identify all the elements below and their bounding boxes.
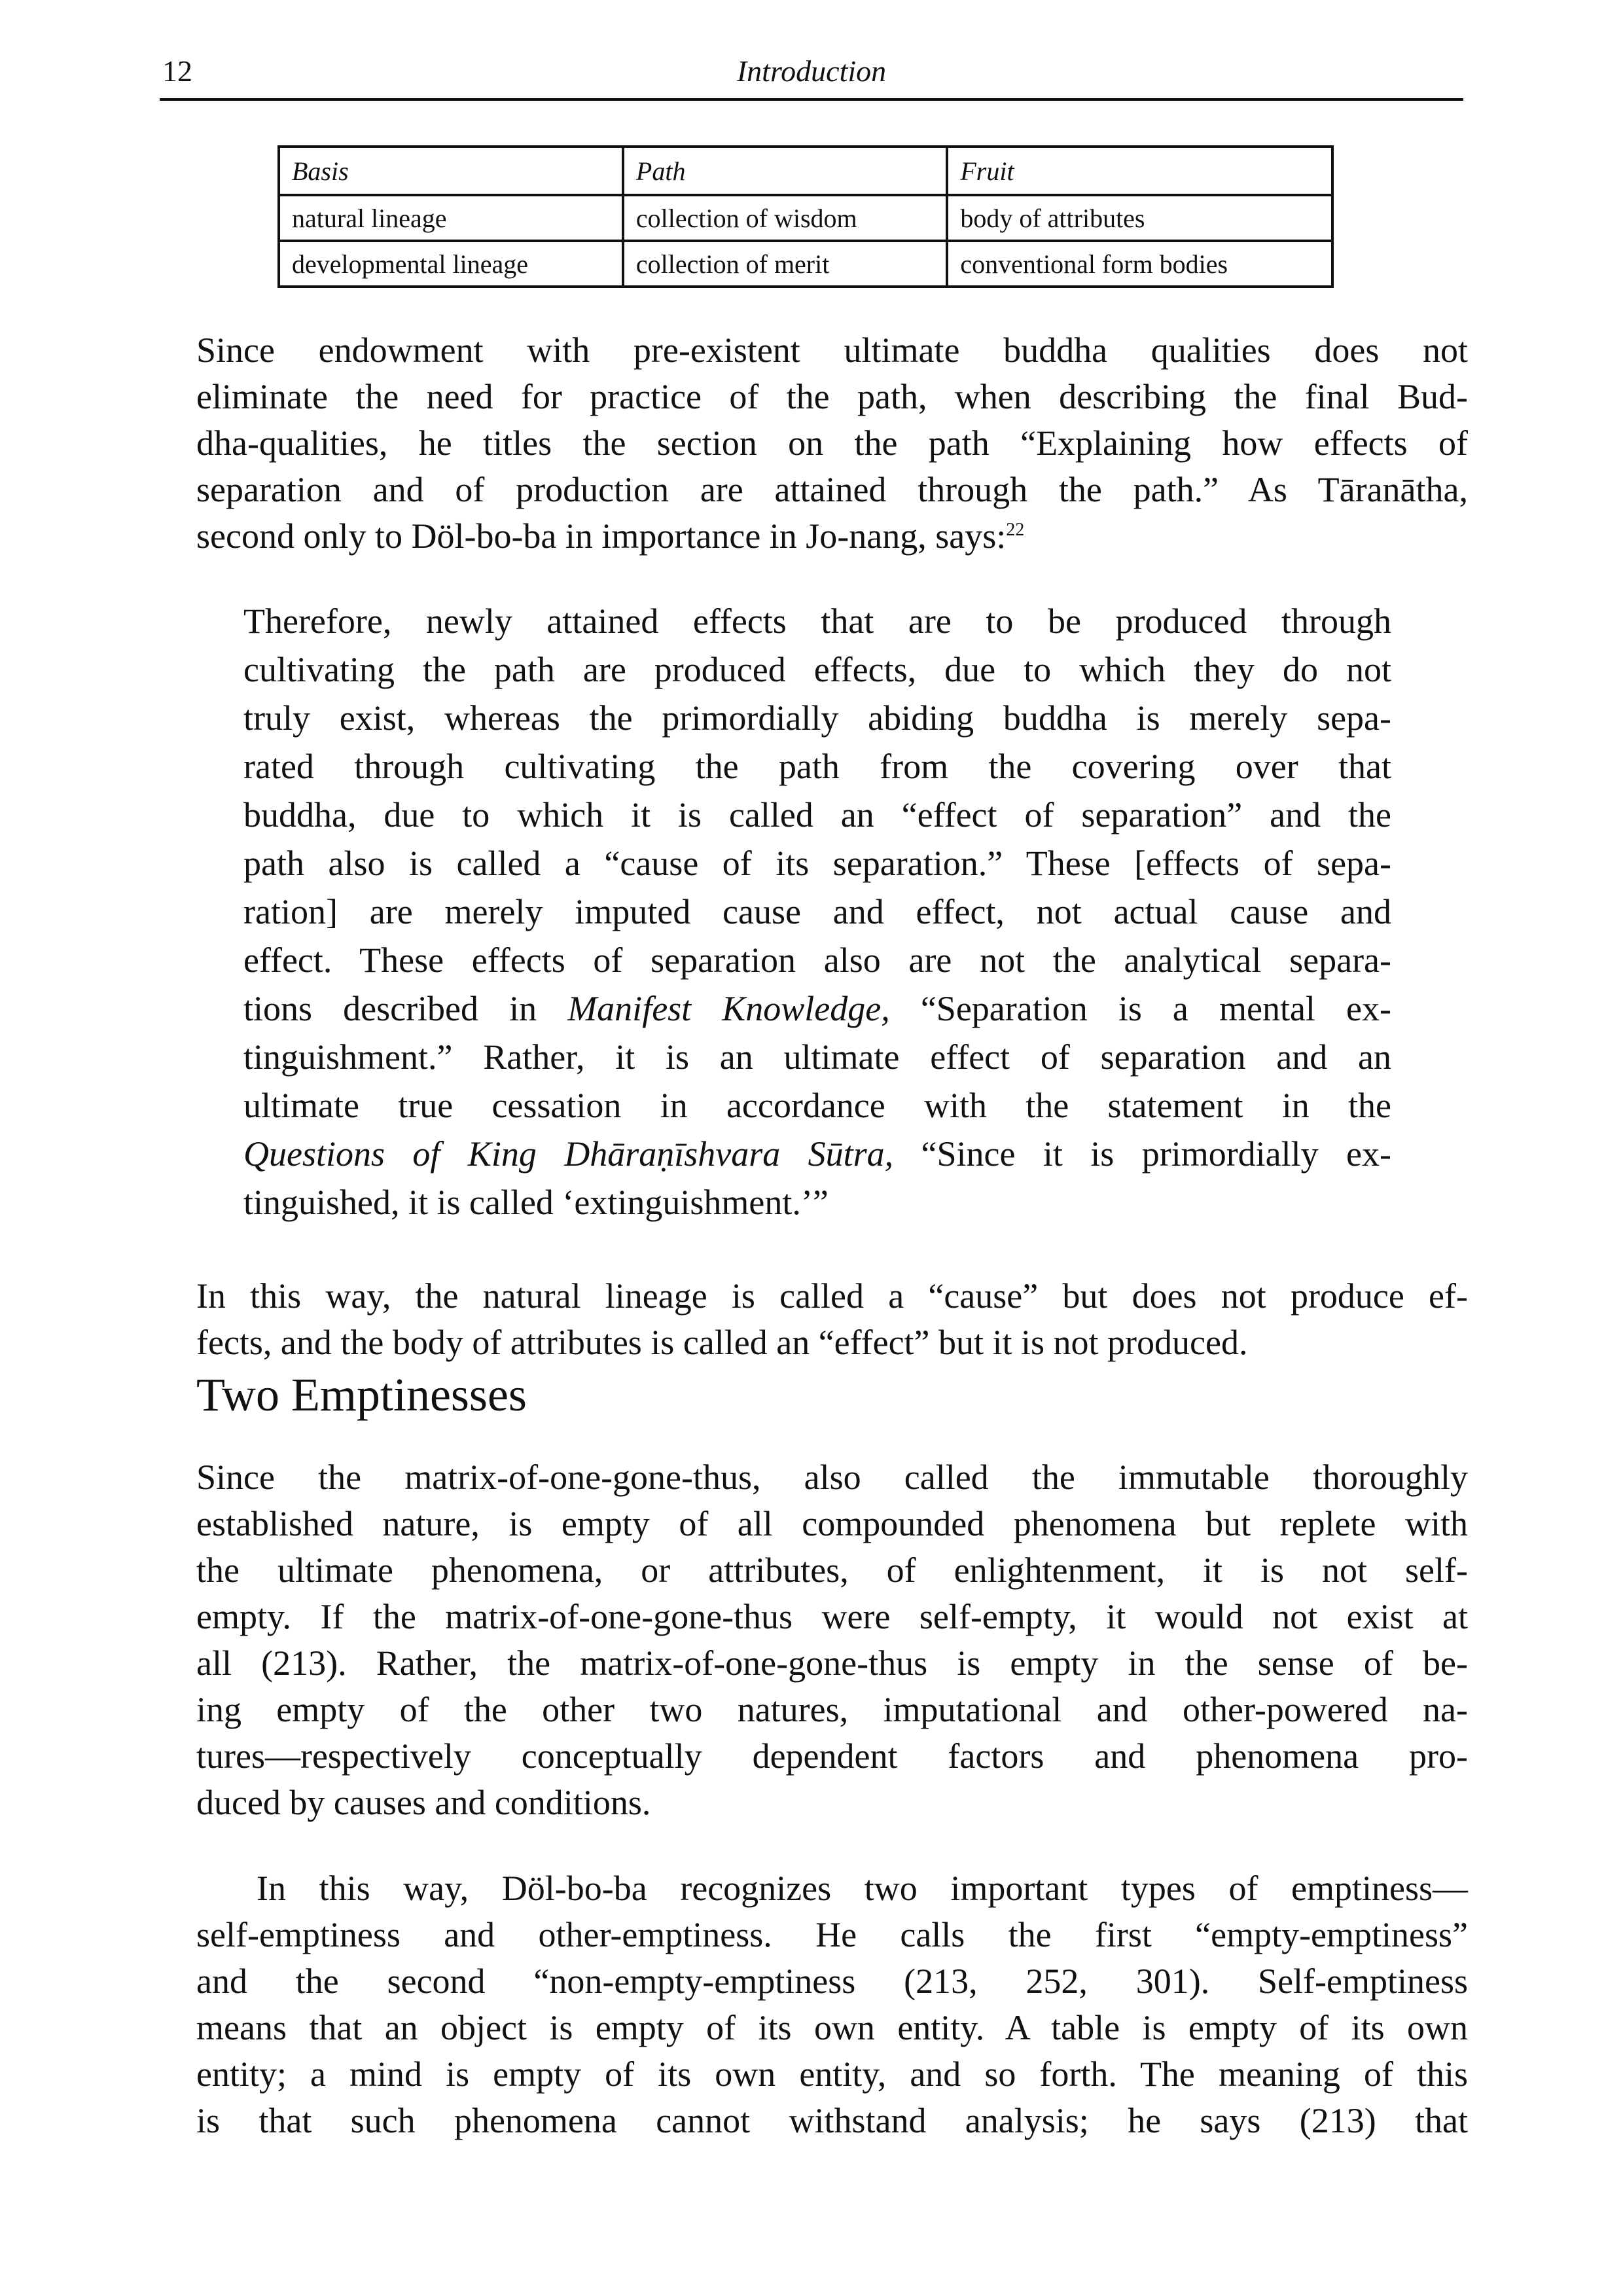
text-segment: “Separation is a mental ex- xyxy=(889,989,1391,1028)
header-rule xyxy=(160,98,1463,101)
text-line xyxy=(243,1130,1391,1178)
text-segment: “Since it is primordially ex- xyxy=(893,1134,1392,1174)
text-line: separation and of production are attained through the path.” As Tāranātha, xyxy=(196,470,1468,509)
text-line: path also is called a “cause of its separation.” These [effects of sepa- xyxy=(243,844,1391,883)
running-title: Introduction xyxy=(736,54,887,88)
paragraph-4 xyxy=(196,1865,1468,2144)
table-cell: conventional form bodies xyxy=(947,241,1332,287)
table-header: Path xyxy=(623,147,947,195)
page-number: 12 xyxy=(162,54,192,88)
text-line: established nature, is empty of all compounded phenomena but replete with xyxy=(196,1504,1468,1543)
table-cell: body of attributes xyxy=(947,195,1332,241)
text-line: effect. These effects of separation also are not the analytical separa- xyxy=(243,941,1391,980)
table-cell: collection of wisdom xyxy=(623,195,947,241)
text-line: cultivating the path are produced effects, due to which they do not xyxy=(243,650,1391,689)
table-header: Fruit xyxy=(947,147,1332,195)
text-line: Since endowment with pre-existent ultimate buddha qualities does not xyxy=(196,331,1468,370)
section-heading: Two Emptinesses xyxy=(196,1369,527,1421)
text-line: rated through cultivating the path from the covering over that xyxy=(243,747,1391,786)
table-cell: collection of merit xyxy=(623,241,947,287)
text-line: truly exist, whereas the primordially abiding buddha is merely sepa- xyxy=(243,698,1391,738)
text-line: self-emptiness and other-emptiness. He calls the first “empty-emptiness” xyxy=(196,1915,1468,1954)
text-segment: tions described in xyxy=(243,989,568,1028)
text-line: buddha, due to which it is called an “effect of separation” and the xyxy=(243,795,1391,834)
text-line: tinguishment.” Rather, it is an ultimate effect of separation and an xyxy=(243,1037,1391,1077)
text-line: Therefore, newly attained effects that are to be produced through xyxy=(243,601,1391,641)
text-line: duced by causes and conditions. xyxy=(196,1783,651,1822)
text-line: dha-qualities, he titles the section on the path “Explaining how effects of xyxy=(196,423,1468,463)
text-line: tinguished, it is called ‘extinguishment.’” xyxy=(243,1183,829,1222)
text-line: ing empty of the other two natures, imputational and other-powered na- xyxy=(196,1690,1468,1729)
block-quote xyxy=(243,597,1391,1227)
text-line: ration] are merely imputed cause and effect, not actual cause and xyxy=(243,892,1391,931)
text-line: Since the matrix-of-one-gone-thus, also called the immutable thoroughly xyxy=(196,1458,1468,1497)
footnote-ref: 22 xyxy=(1006,520,1025,540)
text-line: is that such phenomena cannot withstand analysis; he says (213) that xyxy=(196,2101,1468,2140)
table-cell: developmental lineage xyxy=(279,241,623,287)
text-line: all (213). Rather, the matrix-of-one-gone-thus is empty in the sense of be- xyxy=(196,1643,1468,1683)
table-row xyxy=(279,241,1332,287)
text-line: tures—respectively conceptually dependent factors and phenomena pro- xyxy=(196,1736,1468,1776)
text-line xyxy=(243,984,1391,1033)
text-line: In this way, the natural lineage is called a “cause” but does not produce ef- xyxy=(196,1276,1468,1316)
text-line: means that an object is empty of its own entity. A table is empty of its own xyxy=(196,2008,1468,2047)
text-segment: second only to Döl-bo-ba in importance in Jo-nang, says: xyxy=(196,516,1007,556)
paragraph-3 xyxy=(196,1454,1468,1826)
text-line: In this way, Döl-bo-ba recognizes two important types of emptiness— xyxy=(257,1869,1468,1908)
table-cell: natural lineage xyxy=(279,195,623,241)
table-row xyxy=(279,195,1332,241)
table-header: Basis xyxy=(279,147,623,195)
lineage-table xyxy=(277,145,1334,288)
book-title: Questions of King Dhāraṇīshvara Sūtra, xyxy=(243,1134,894,1174)
book-title: Manifest Knowledge, xyxy=(567,989,890,1028)
text-line xyxy=(196,513,1468,560)
table-header-row xyxy=(279,147,1332,195)
text-line: and the second “non-empty-emptiness (213, 252, 301). Self-emptiness xyxy=(196,1962,1468,2001)
text-line: fects, and the body of attributes is called an “effect” but it is not produced. xyxy=(196,1323,1248,1362)
text-line: entity; a mind is empty of its own entity, and so forth. The meaning of this xyxy=(196,2054,1468,2094)
text-line: the ultimate phenomena, or attributes, of enlightenment, it is not self- xyxy=(196,1551,1468,1590)
text-line: eliminate the need for practice of the path, when describing the final Bud- xyxy=(196,377,1468,416)
paragraph-1 xyxy=(196,327,1468,560)
text-line: empty. If the matrix-of-one-gone-thus were self-empty, it would not exist at xyxy=(196,1597,1468,1636)
paragraph-2 xyxy=(196,1273,1468,1366)
text-line: ultimate true cessation in accordance with the statement in the xyxy=(243,1086,1391,1125)
